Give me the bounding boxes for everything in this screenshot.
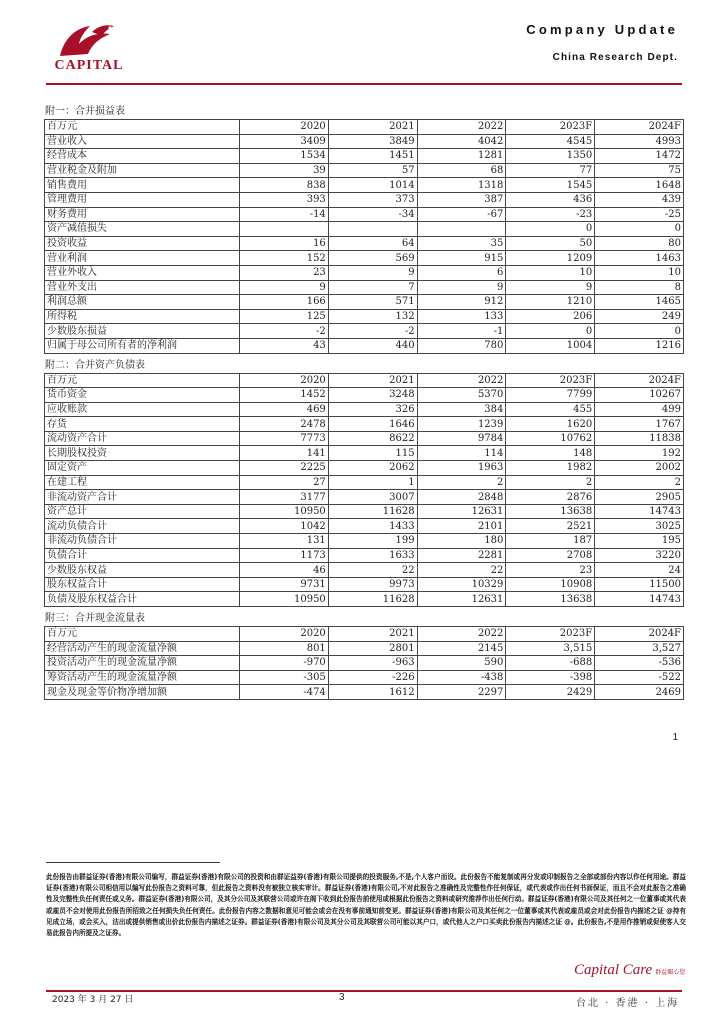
- value-cell: 3,527: [595, 641, 684, 656]
- value-cell: 2: [595, 475, 684, 490]
- page-number: 3: [339, 992, 345, 1003]
- table-header-row: [45, 627, 684, 642]
- value-cell: 7799: [506, 388, 595, 403]
- value-cell: 1452: [240, 388, 329, 403]
- value-cell: -398: [506, 670, 595, 685]
- year-header: 2021: [328, 627, 417, 642]
- table-row: [45, 534, 684, 549]
- table-row: [45, 338, 684, 353]
- value-cell: 10950: [240, 592, 329, 607]
- value-cell: 2: [506, 475, 595, 490]
- table-caption: 附二：合并资产负债表: [45, 359, 145, 371]
- table-row: [45, 461, 684, 476]
- year-header: 2020: [240, 120, 329, 135]
- value-cell: -305: [240, 670, 329, 685]
- value-cell: 1472: [595, 149, 684, 164]
- year-header: 2021: [328, 373, 417, 388]
- year-header: 2020: [240, 627, 329, 642]
- value-cell: 0: [506, 222, 595, 237]
- value-cell: 23: [240, 265, 329, 280]
- row-label: 股东权益合计: [45, 577, 240, 592]
- value-cell: 569: [328, 251, 417, 266]
- value-cell: 2521: [506, 519, 595, 534]
- brand-tagline: 群益關心您: [655, 970, 686, 976]
- value-cell: 2225: [240, 461, 329, 476]
- value-cell: 10: [595, 265, 684, 280]
- table-row: [45, 388, 684, 403]
- value-cell: 1210: [506, 295, 595, 310]
- value-cell: 1: [328, 475, 417, 490]
- table-row: [45, 563, 684, 578]
- table-row: [45, 446, 684, 461]
- year-header: 2023F: [506, 627, 595, 642]
- disclaimer-text: 此份报告由群益证券(香港)有限公司编写，群益证券(香港)有限公司的投资和由群证益券(香港)有限公司提供的投资服务,不是,个人客户而设。此份报告不能复制或再分发或印制报告之全部或部份内容以作任何用途。群益证券(香港)有限公司相信用以编写此份报告之资料可靠，但此报告之资料没有被独立核实审计。群益证券(香港)有限公司,不对此报告之准确性及完整性作任何保证，或代表或作出任何书面保证，而且不会对此报告之准确性及完整性负任何责任或义务。群益证券(香港)有限公司，及其分公司及其联营公司或许在阁下收到此份报告前使用或根据此份报告之资料或研究推荐作出任何行动。群益证券(香港)有限公司及其任何之一位董事或其代表或雇员不会对使用此份报告所招致之任何损失负任何责任。此份报告内容之数据和意见可能会或会在没有事前通知前变更。群益证券(香港)有限公司及其任何之一位董事或其代表或雇员或会对此份报告内描述之证 @持有见成立场，或会买入，沽出或提供销售或出价此份报告内描述之证券。群益证券(香港)有限公司及其分公司及其联营公司可能以其户口，或代他人之户口买卖此份报告内描述之证 @。此份报告,不是用作推销或促使客人交易此报告内所提及之证券。: [46, 873, 686, 938]
- value-cell: -1: [417, 324, 506, 339]
- table-header-row: [45, 373, 684, 388]
- value-cell: 1014: [328, 178, 417, 193]
- header-divider: [46, 83, 682, 85]
- value-cell: -970: [240, 656, 329, 671]
- financial-table: [44, 373, 684, 608]
- value-cell: -522: [595, 670, 684, 685]
- value-cell: 64: [328, 236, 417, 251]
- value-cell: -34: [328, 207, 417, 222]
- value-cell: 6: [417, 265, 506, 280]
- table-row: [45, 417, 684, 432]
- value-cell: 1646: [328, 417, 417, 432]
- table-row: [45, 577, 684, 592]
- row-label: 负债及股东权益合计: [45, 592, 240, 607]
- value-cell: 166: [240, 295, 329, 310]
- value-cell: 912: [417, 295, 506, 310]
- value-cell: 187: [506, 534, 595, 549]
- value-cell: 3007: [328, 490, 417, 505]
- table-row: [45, 324, 684, 339]
- value-cell: -688: [506, 656, 595, 671]
- value-cell: 12631: [417, 504, 506, 519]
- row-label: 营业外收入: [45, 265, 240, 280]
- value-cell: 16: [240, 236, 329, 251]
- value-cell: 2062: [328, 461, 417, 476]
- row-label: 营业外支出: [45, 280, 240, 295]
- year-header: 2022: [417, 627, 506, 642]
- value-cell: 3849: [328, 134, 417, 149]
- value-cell: -536: [595, 656, 684, 671]
- value-cell: 1463: [595, 251, 684, 266]
- table-row: [45, 641, 684, 656]
- value-cell: 9: [328, 265, 417, 280]
- row-label: 管理费用: [45, 192, 240, 207]
- value-cell: 1042: [240, 519, 329, 534]
- table-row: [45, 149, 684, 164]
- value-cell: 3025: [595, 519, 684, 534]
- year-header: 2020: [240, 373, 329, 388]
- value-cell: 2848: [417, 490, 506, 505]
- value-cell: 249: [595, 309, 684, 324]
- unit-header: 百万元: [45, 120, 240, 135]
- value-cell: 9: [506, 280, 595, 295]
- value-cell: 1648: [595, 178, 684, 193]
- year-header: 2024F: [595, 373, 684, 388]
- value-cell: 1451: [328, 149, 417, 164]
- value-cell: 10950: [240, 504, 329, 519]
- value-cell: 7773: [240, 431, 329, 446]
- value-cell: 801: [240, 641, 329, 656]
- value-cell: 3177: [240, 490, 329, 505]
- department-label: China Research Dept.: [552, 52, 678, 63]
- value-cell: 1004: [506, 338, 595, 353]
- value-cell: 5370: [417, 388, 506, 403]
- value-cell: -474: [240, 685, 329, 700]
- value-cell: 35: [417, 236, 506, 251]
- year-header: 2023F: [506, 373, 595, 388]
- value-cell: 1216: [595, 338, 684, 353]
- value-cell: 195: [595, 534, 684, 549]
- value-cell: [417, 222, 506, 237]
- table-row: [45, 670, 684, 685]
- value-cell: 148: [506, 446, 595, 461]
- value-cell: 9: [417, 280, 506, 295]
- value-cell: 50: [506, 236, 595, 251]
- row-label: 筹资活动产生的现金流量净额: [45, 670, 240, 685]
- value-cell: -67: [417, 207, 506, 222]
- value-cell: 1982: [506, 461, 595, 476]
- value-cell: 439: [595, 192, 684, 207]
- value-cell: 14743: [595, 504, 684, 519]
- value-cell: 1612: [328, 685, 417, 700]
- table-row: [45, 236, 684, 251]
- table-header-row: [45, 120, 684, 135]
- row-label: 少数股东权益: [45, 563, 240, 578]
- financial-statements: [44, 105, 684, 700]
- value-cell: 1633: [328, 548, 417, 563]
- value-cell: 12631: [417, 592, 506, 607]
- row-label: 负债合计: [45, 548, 240, 563]
- value-cell: 22: [328, 563, 417, 578]
- value-cell: 199: [328, 534, 417, 549]
- row-label: 货币资金: [45, 388, 240, 403]
- value-cell: 115: [328, 446, 417, 461]
- value-cell: 326: [328, 402, 417, 417]
- financial-table: [44, 119, 684, 354]
- value-cell: 4993: [595, 134, 684, 149]
- value-cell: 2905: [595, 490, 684, 505]
- table-row: [45, 280, 684, 295]
- row-label: 营业税金及附加: [45, 163, 240, 178]
- value-cell: [240, 222, 329, 237]
- value-cell: 10: [506, 265, 595, 280]
- value-cell: 13638: [506, 504, 595, 519]
- value-cell: 77: [506, 163, 595, 178]
- value-cell: 393: [240, 192, 329, 207]
- value-cell: 384: [417, 402, 506, 417]
- table-row: [45, 163, 684, 178]
- row-label: 长期股权投资: [45, 446, 240, 461]
- table-caption: 附三：合并现金流量表: [45, 613, 145, 624]
- value-cell: 180: [417, 534, 506, 549]
- table-row: [45, 207, 684, 222]
- row-label: 经营成本: [45, 149, 240, 164]
- table-row: [45, 309, 684, 324]
- value-cell: 2002: [595, 461, 684, 476]
- row-label: 利润总额: [45, 295, 240, 310]
- table-row: [45, 295, 684, 310]
- value-cell: 152: [240, 251, 329, 266]
- value-cell: 114: [417, 446, 506, 461]
- value-cell: 23: [506, 563, 595, 578]
- value-cell: 2101: [417, 519, 506, 534]
- value-cell: 1281: [417, 149, 506, 164]
- value-cell: 3220: [595, 548, 684, 563]
- report-date: 2023 年 3 月 27 日: [52, 995, 134, 1005]
- footer-divider: [46, 990, 682, 992]
- value-cell: 206: [506, 309, 595, 324]
- value-cell: 469: [240, 402, 329, 417]
- year-header: 2024F: [595, 627, 684, 642]
- value-cell: 10329: [417, 577, 506, 592]
- value-cell: 590: [417, 656, 506, 671]
- row-label: 营业收入: [45, 134, 240, 149]
- unit-header: 百万元: [45, 373, 240, 388]
- value-cell: 11838: [595, 431, 684, 446]
- value-cell: 2145: [417, 641, 506, 656]
- row-label: 资产减值损失: [45, 222, 240, 237]
- report-type-title: Company Update: [526, 22, 678, 37]
- row-label: 投资活动产生的现金流量净额: [45, 656, 240, 671]
- value-cell: 1433: [328, 519, 417, 534]
- logo-text: CAPITAL: [54, 58, 124, 73]
- value-cell: 1620: [506, 417, 595, 432]
- table-row: [45, 685, 684, 700]
- value-cell: 1963: [417, 461, 506, 476]
- table-row: [45, 134, 684, 149]
- value-cell: 8622: [328, 431, 417, 446]
- financial-table: [44, 626, 684, 700]
- value-cell: 1545: [506, 178, 595, 193]
- value-cell: 9973: [328, 577, 417, 592]
- table-row: [45, 475, 684, 490]
- row-label: 营业利润: [45, 251, 240, 266]
- table-row: [45, 548, 684, 563]
- value-cell: 571: [328, 295, 417, 310]
- value-cell: 2708: [506, 548, 595, 563]
- value-cell: -25: [595, 207, 684, 222]
- row-label: 经营活动产生的现金流量净额: [45, 641, 240, 656]
- table-row: [45, 519, 684, 534]
- value-cell: 1239: [417, 417, 506, 432]
- value-cell: -23: [506, 207, 595, 222]
- footnote-rule: [46, 862, 220, 863]
- year-header: 2023F: [506, 120, 595, 135]
- value-cell: 2478: [240, 417, 329, 432]
- value-cell: 1534: [240, 149, 329, 164]
- capital-care-brand: [574, 962, 685, 979]
- row-label: 所得税: [45, 309, 240, 324]
- value-cell: [328, 222, 417, 237]
- row-label: 资产总计: [45, 504, 240, 519]
- value-cell: 43: [240, 338, 329, 353]
- row-label: 投资收益: [45, 236, 240, 251]
- value-cell: 7: [328, 280, 417, 295]
- row-label: 非流动资产合计: [45, 490, 240, 505]
- value-cell: 10908: [506, 577, 595, 592]
- value-cell: -963: [328, 656, 417, 671]
- value-cell: 46: [240, 563, 329, 578]
- year-header: 2022: [417, 373, 506, 388]
- value-cell: 57: [328, 163, 417, 178]
- value-cell: 11500: [595, 577, 684, 592]
- value-cell: 3409: [240, 134, 329, 149]
- value-cell: 4545: [506, 134, 595, 149]
- value-cell: 915: [417, 251, 506, 266]
- year-header: 2024F: [595, 120, 684, 135]
- table-row: [45, 222, 684, 237]
- value-cell: -438: [417, 670, 506, 685]
- table-row: [45, 251, 684, 266]
- row-label: 存货: [45, 417, 240, 432]
- value-cell: 1350: [506, 149, 595, 164]
- value-cell: 455: [506, 402, 595, 417]
- row-label: 销售费用: [45, 178, 240, 193]
- value-cell: -2: [328, 324, 417, 339]
- row-label: 少数股东损益: [45, 324, 240, 339]
- value-cell: 499: [595, 402, 684, 417]
- value-cell: 133: [417, 309, 506, 324]
- value-cell: 1318: [417, 178, 506, 193]
- unit-header: 百万元: [45, 627, 240, 642]
- value-cell: 10267: [595, 388, 684, 403]
- value-cell: 9: [240, 280, 329, 295]
- value-cell: 780: [417, 338, 506, 353]
- value-cell: 1209: [506, 251, 595, 266]
- table-row: [45, 656, 684, 671]
- value-cell: 2876: [506, 490, 595, 505]
- value-cell: 131: [240, 534, 329, 549]
- brand-name: Capital Care: [574, 962, 653, 978]
- table-row: [45, 431, 684, 446]
- row-label: 现金及现金等价物净增加额: [45, 685, 240, 700]
- value-cell: 27: [240, 475, 329, 490]
- row-label: 流动负债合计: [45, 519, 240, 534]
- value-cell: 75: [595, 163, 684, 178]
- row-label: 归属于母公司所有者的净利润: [45, 338, 240, 353]
- value-cell: 192: [595, 446, 684, 461]
- value-cell: 1173: [240, 548, 329, 563]
- value-cell: 24: [595, 563, 684, 578]
- table-row: [45, 178, 684, 193]
- year-header: 2022: [417, 120, 506, 135]
- value-cell: 2801: [328, 641, 417, 656]
- row-label: 固定资产: [45, 461, 240, 476]
- value-cell: 8: [595, 280, 684, 295]
- year-header: 2021: [328, 120, 417, 135]
- value-cell: 3,515: [506, 641, 595, 656]
- value-cell: 0: [506, 324, 595, 339]
- value-cell: 125: [240, 309, 329, 324]
- value-cell: 4042: [417, 134, 506, 149]
- table-row: [45, 192, 684, 207]
- value-cell: 2281: [417, 548, 506, 563]
- value-cell: 373: [328, 192, 417, 207]
- table-row: [45, 490, 684, 505]
- value-cell: -14: [240, 207, 329, 222]
- value-cell: 0: [595, 324, 684, 339]
- value-cell: 80: [595, 236, 684, 251]
- value-cell: 3248: [328, 388, 417, 403]
- value-cell: -2: [240, 324, 329, 339]
- value-cell: 13638: [506, 592, 595, 607]
- value-cell: 141: [240, 446, 329, 461]
- row-label: 财务费用: [45, 207, 240, 222]
- table-row: [45, 592, 684, 607]
- value-cell: -226: [328, 670, 417, 685]
- table-row: [45, 504, 684, 519]
- value-cell: 2297: [417, 685, 506, 700]
- value-cell: 436: [506, 192, 595, 207]
- value-cell: 9784: [417, 431, 506, 446]
- value-cell: 1767: [595, 417, 684, 432]
- value-cell: 68: [417, 163, 506, 178]
- value-cell: 9731: [240, 577, 329, 592]
- value-cell: 2429: [506, 685, 595, 700]
- value-cell: 440: [328, 338, 417, 353]
- table-row: [45, 402, 684, 417]
- row-label: 非流动负债合计: [45, 534, 240, 549]
- value-cell: 14743: [595, 592, 684, 607]
- value-cell: 11628: [328, 504, 417, 519]
- value-cell: 22: [417, 563, 506, 578]
- value-cell: 1465: [595, 295, 684, 310]
- value-cell: 39: [240, 163, 329, 178]
- table-caption: 附一：合并损益表: [45, 106, 125, 117]
- value-cell: 132: [328, 309, 417, 324]
- value-cell: 10762: [506, 431, 595, 446]
- section-page-marker: 1: [672, 732, 678, 743]
- row-label: 应收账款: [45, 402, 240, 417]
- office-cities: 台北 · 香港 · 上海: [576, 998, 680, 1009]
- table-row: [45, 265, 684, 280]
- value-cell: 2: [417, 475, 506, 490]
- value-cell: 2469: [595, 685, 684, 700]
- value-cell: 11628: [328, 592, 417, 607]
- value-cell: 0: [595, 222, 684, 237]
- row-label: 在建工程: [45, 475, 240, 490]
- value-cell: 387: [417, 192, 506, 207]
- row-label: 流动资产合计: [45, 431, 240, 446]
- value-cell: 838: [240, 178, 329, 193]
